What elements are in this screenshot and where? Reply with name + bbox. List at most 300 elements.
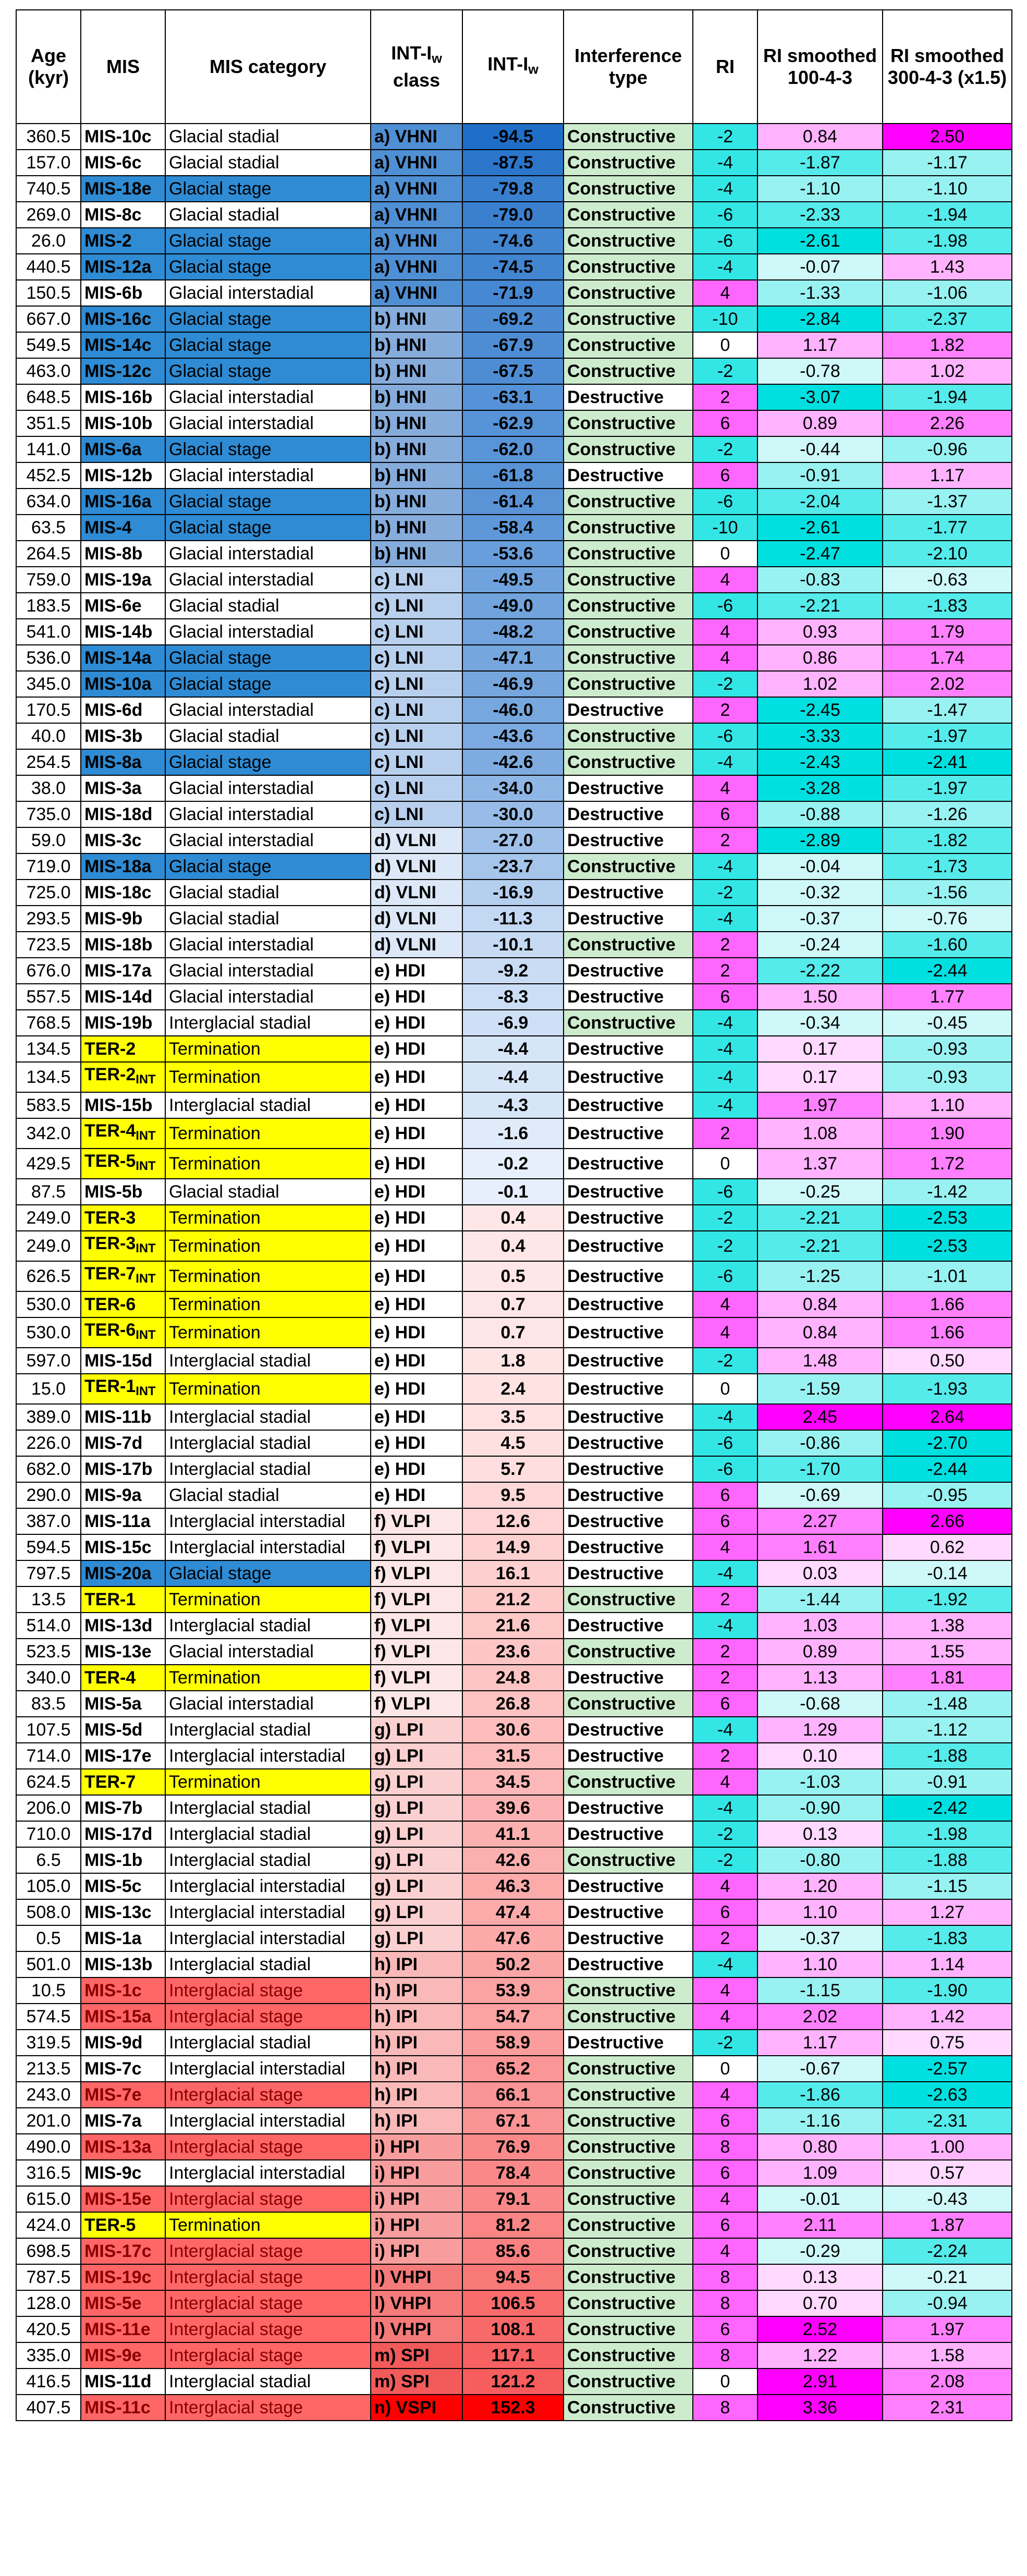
int-value-cell: -58.4 (462, 515, 564, 541)
mis-cell (81, 202, 165, 228)
mis-label: MIS-18b (84, 935, 153, 955)
mis-label: MIS-13d (84, 1615, 153, 1635)
interference-type-cell: Constructive (564, 489, 693, 515)
header-int-class-main: INT-I (391, 42, 432, 64)
int-class-cell: f) VLPI (371, 1665, 462, 1691)
ri-cell: 6 (693, 2316, 757, 2342)
mis-label: MIS-17e (84, 1745, 152, 1766)
mis-cell (81, 280, 165, 306)
category-cell: Glacial stadial (165, 124, 371, 150)
ri-cell: 4 (693, 1291, 757, 1317)
table-row (16, 176, 1012, 202)
ri-cell: -2 (693, 671, 757, 697)
ri-smoothed-100-cell: -0.88 (757, 801, 883, 827)
ri-smoothed-300-cell: -1.97 (883, 723, 1012, 749)
ri-smoothed-100-cell: -0.90 (757, 1795, 883, 1821)
int-class-cell: b) HNI (371, 410, 462, 436)
mis-label: MIS-19a (84, 570, 152, 590)
ri-cell: -2 (693, 1847, 757, 1873)
table-row (16, 1062, 1012, 1092)
interference-type-cell: Destructive (564, 1036, 693, 1062)
age-cell: 335.0 (16, 2342, 81, 2369)
age-cell: 676.0 (16, 958, 81, 984)
int-class-cell: b) HNI (371, 489, 462, 515)
int-value-cell: -10.1 (462, 932, 564, 958)
ri-smoothed-100-cell: -2.89 (757, 827, 883, 853)
mis-label: TER-7 (84, 1263, 136, 1284)
interference-type-cell: Destructive (564, 1118, 693, 1149)
interference-type-cell: Constructive (564, 202, 693, 228)
category-cell: Glacial stage (165, 436, 371, 462)
int-class-cell: h) IPI (371, 1951, 462, 1977)
ri-cell: -4 (693, 1560, 757, 1586)
interference-type-cell: Constructive (564, 2238, 693, 2264)
age-cell: 83.5 (16, 1691, 81, 1717)
mis-cell (81, 1374, 165, 1404)
ri-smoothed-100-cell: -0.91 (757, 462, 883, 489)
mis-label: MIS-9b (84, 909, 143, 929)
age-cell: 63.5 (16, 515, 81, 541)
table-row (16, 593, 1012, 619)
int-value-cell: 34.5 (462, 1769, 564, 1795)
category-cell: Interglacial stadial (165, 1717, 371, 1743)
ri-smoothed-100-cell: -2.04 (757, 489, 883, 515)
int-value-cell: 0.5 (462, 1261, 564, 1291)
mis-label: TER-2 (84, 1065, 136, 1084)
ri-smoothed-100-cell: -3.33 (757, 723, 883, 749)
mis-cell (81, 1261, 165, 1291)
int-value-cell: -27.0 (462, 827, 564, 853)
mis-label: MIS-12b (84, 466, 153, 485)
category-cell: Interglacial interstadial (165, 2160, 371, 2186)
int-class-cell: e) HDI (371, 1456, 462, 1482)
int-value-cell: 46.3 (462, 1873, 564, 1899)
mis-label: MIS-10a (84, 674, 152, 694)
category-cell: Glacial interstadial (165, 384, 371, 410)
ri-smoothed-100-cell: 0.89 (757, 1639, 883, 1665)
header-int (462, 10, 564, 124)
int-class-cell: d) VLNI (371, 932, 462, 958)
mis-cell (81, 1743, 165, 1769)
header-int-class-tail: class (393, 69, 441, 91)
category-cell: Glacial stage (165, 358, 371, 384)
ri-smoothed-100-cell: 0.17 (757, 1062, 883, 1092)
age-cell: 719.0 (16, 853, 81, 880)
ri-smoothed-300-cell: -2.53 (883, 1205, 1012, 1231)
ri-cell: 6 (693, 2160, 757, 2186)
ri-smoothed-300-cell: -0.14 (883, 1560, 1012, 1586)
table-row (16, 1951, 1012, 1977)
age-cell: 290.0 (16, 1482, 81, 1508)
interference-type-cell: Constructive (564, 2316, 693, 2342)
table-row (16, 1231, 1012, 1261)
ri-cell: 6 (693, 2212, 757, 2238)
int-value-cell: 121.2 (462, 2369, 564, 2395)
interference-type-cell: Destructive (564, 1404, 693, 1430)
mis-label: MIS-3b (84, 726, 143, 746)
age-cell: 316.5 (16, 2160, 81, 2186)
ri-smoothed-300-cell: -1.48 (883, 1691, 1012, 1717)
ri-smoothed-100-cell: 1.09 (757, 2160, 883, 2186)
table-row (16, 1821, 1012, 1847)
int-class-cell: a) VHNI (371, 124, 462, 150)
mis-cell (81, 645, 165, 671)
category-cell: Termination (165, 1118, 371, 1149)
int-class-cell: l) VHPI (371, 2264, 462, 2290)
mis-cell (81, 2342, 165, 2369)
interference-type-cell: Destructive (564, 1665, 693, 1691)
ri-smoothed-300-cell: -1.12 (883, 1717, 1012, 1743)
ri-smoothed-300-cell: 1.79 (883, 619, 1012, 645)
mis-subscript: INT (136, 1271, 156, 1286)
age-cell: 490.0 (16, 2134, 81, 2160)
ri-smoothed-100-cell: 2.27 (757, 1508, 883, 1534)
header-ri-smoothed-100: RI smoothed 100-4-3 (757, 10, 883, 124)
interference-type-cell: Destructive (564, 958, 693, 984)
table-row (16, 2134, 1012, 2160)
int-value-cell: 42.6 (462, 1847, 564, 1873)
interference-type-cell: Destructive (564, 384, 693, 410)
int-value-cell: 0.4 (462, 1231, 564, 1261)
ri-smoothed-100-cell: 2.45 (757, 1404, 883, 1430)
mis-cell (81, 697, 165, 723)
table-row (16, 619, 1012, 645)
ri-smoothed-300-cell: -1.82 (883, 827, 1012, 853)
ri-smoothed-300-cell: -0.63 (883, 567, 1012, 593)
ri-smoothed-300-cell: -0.91 (883, 1769, 1012, 1795)
ri-smoothed-100-cell: 1.17 (757, 332, 883, 358)
table-row (16, 697, 1012, 723)
ri-smoothed-100-cell: -1.59 (757, 1374, 883, 1404)
ri-smoothed-300-cell: 0.62 (883, 1534, 1012, 1560)
interference-type-cell: Constructive (564, 2290, 693, 2316)
ri-smoothed-300-cell: -2.44 (883, 1456, 1012, 1482)
int-value-cell: -42.6 (462, 749, 564, 775)
table-row (16, 2186, 1012, 2212)
int-value-cell: -4.4 (462, 1062, 564, 1092)
ri-smoothed-100-cell: 1.10 (757, 1951, 883, 1977)
int-value-cell: 5.7 (462, 1456, 564, 1482)
mis-label: MIS-11e (84, 2319, 151, 2339)
mis-label: MIS-16b (84, 387, 153, 407)
int-class-cell: e) HDI (371, 1261, 462, 1291)
ri-smoothed-300-cell: 1.82 (883, 332, 1012, 358)
int-value-cell: 117.1 (462, 2342, 564, 2369)
int-value-cell: 16.1 (462, 1560, 564, 1586)
table-row (16, 1456, 1012, 1482)
ri-smoothed-100-cell: 0.80 (757, 2134, 883, 2160)
int-class-cell: d) VLNI (371, 880, 462, 906)
int-class-cell: f) VLPI (371, 1534, 462, 1560)
int-class-cell: d) VLNI (371, 906, 462, 932)
interference-type-cell: Destructive (564, 984, 693, 1010)
age-cell: 107.5 (16, 1717, 81, 1743)
int-value-cell: -34.0 (462, 775, 564, 801)
interference-type-cell: Constructive (564, 2056, 693, 2082)
ri-smoothed-300-cell: 1.43 (883, 254, 1012, 280)
table-row (16, 410, 1012, 436)
int-value-cell: -69.2 (462, 306, 564, 332)
interference-type-cell: Constructive (564, 749, 693, 775)
ri-smoothed-100-cell: -3.07 (757, 384, 883, 410)
interference-type-cell: Constructive (564, 1769, 693, 1795)
ri-smoothed-300-cell: -1.01 (883, 1261, 1012, 1291)
age-cell: 667.0 (16, 306, 81, 332)
ri-cell: 2 (693, 1586, 757, 1613)
ri-smoothed-300-cell: -1.94 (883, 384, 1012, 410)
int-value-cell: 4.5 (462, 1430, 564, 1456)
header-int-main: INT-I (487, 53, 529, 75)
interference-type-cell: Constructive (564, 515, 693, 541)
table-row (16, 1430, 1012, 1456)
interference-type-cell: Constructive (564, 1691, 693, 1717)
ri-cell: 0 (693, 541, 757, 567)
int-class-cell: c) LNI (371, 567, 462, 593)
category-cell: Interglacial stage (165, 2264, 371, 2290)
ri-smoothed-100-cell: -1.03 (757, 1769, 883, 1795)
int-value-cell: 1.8 (462, 1348, 564, 1374)
int-value-cell: -63.1 (462, 384, 564, 410)
int-value-cell: -67.5 (462, 358, 564, 384)
int-value-cell: -16.9 (462, 880, 564, 906)
ri-smoothed-300-cell: 1.90 (883, 1118, 1012, 1149)
ri-cell: 6 (693, 1899, 757, 1925)
ri-smoothed-100-cell: 1.29 (757, 1717, 883, 1743)
int-value-cell: -0.1 (462, 1179, 564, 1205)
int-class-cell: b) HNI (371, 436, 462, 462)
interference-type-cell: Constructive (564, 853, 693, 880)
int-class-cell: e) HDI (371, 1231, 462, 1261)
interference-type-cell: Constructive (564, 619, 693, 645)
age-cell: 626.5 (16, 1261, 81, 1291)
int-class-cell: h) IPI (371, 2056, 462, 2082)
mis-label: MIS-11d (84, 2371, 152, 2391)
mis-label: MIS-9d (84, 2032, 143, 2053)
category-cell: Glacial interstadial (165, 1691, 371, 1717)
mis-label: TER-4 (84, 1120, 136, 1141)
ri-smoothed-100-cell: 1.02 (757, 671, 883, 697)
category-cell: Glacial interstadial (165, 697, 371, 723)
int-value-cell: -79.8 (462, 176, 564, 202)
mis-cell (81, 1951, 165, 1977)
ri-cell: -4 (693, 1036, 757, 1062)
age-cell: 293.5 (16, 906, 81, 932)
ri-smoothed-300-cell: -0.76 (883, 906, 1012, 932)
ri-smoothed-300-cell: -2.10 (883, 541, 1012, 567)
age-cell: 134.5 (16, 1036, 81, 1062)
interference-type-cell: Destructive (564, 1348, 693, 1374)
ri-cell: 6 (693, 462, 757, 489)
table-row (16, 2108, 1012, 2134)
ri-cell: 6 (693, 801, 757, 827)
mis-cell (81, 1534, 165, 1560)
interference-type-cell: Destructive (564, 906, 693, 932)
mis-label: TER-2 (84, 1039, 136, 1059)
int-class-cell: e) HDI (371, 1149, 462, 1179)
mis-cell (81, 2030, 165, 2056)
table-row (16, 1348, 1012, 1374)
mis-cell (81, 880, 165, 906)
age-cell: 648.5 (16, 384, 81, 410)
ri-cell: -4 (693, 1010, 757, 1036)
int-class-cell: e) HDI (371, 1010, 462, 1036)
ri-smoothed-300-cell: 1.87 (883, 2212, 1012, 2238)
mis-label: MIS-18c (84, 883, 152, 902)
ri-cell: -4 (693, 906, 757, 932)
interference-type-cell: Destructive (564, 1430, 693, 1456)
mis-cell (81, 2056, 165, 2082)
age-cell: 150.5 (16, 280, 81, 306)
age-cell: 536.0 (16, 645, 81, 671)
ri-smoothed-100-cell: 1.13 (757, 1665, 883, 1691)
mis-cell (81, 1291, 165, 1317)
mis-cell (81, 1665, 165, 1691)
table-row (16, 2290, 1012, 2316)
ri-smoothed-100-cell: -0.25 (757, 1179, 883, 1205)
age-cell: 170.5 (16, 697, 81, 723)
header-ri: RI (693, 10, 757, 124)
ri-cell: 4 (693, 1977, 757, 2004)
age-cell: 389.0 (16, 1404, 81, 1430)
int-class-cell: a) VHNI (371, 150, 462, 176)
int-class-cell: b) HNI (371, 384, 462, 410)
ri-smoothed-300-cell: -1.15 (883, 1873, 1012, 1899)
ri-smoothed-300-cell: 1.58 (883, 2342, 1012, 2369)
mis-label: TER-3 (84, 1207, 136, 1228)
ri-smoothed-100-cell: 0.84 (757, 124, 883, 150)
interference-type-cell: Constructive (564, 2212, 693, 2238)
mis-cell (81, 1092, 165, 1118)
mis-cell (81, 1149, 165, 1179)
interference-type-cell: Constructive (564, 2134, 693, 2160)
table-row (16, 358, 1012, 384)
category-cell: Glacial stadial (165, 723, 371, 749)
table-row (16, 1847, 1012, 1873)
ri-cell: 6 (693, 1482, 757, 1508)
int-class-cell: e) HDI (371, 1482, 462, 1508)
interference-type-cell: Constructive (564, 124, 693, 150)
ri-smoothed-100-cell: -2.61 (757, 228, 883, 254)
mis-subscript: INT (136, 1241, 156, 1255)
category-cell: Glacial interstadial (165, 280, 371, 306)
table-body (16, 124, 1012, 2421)
ri-cell: 0 (693, 2369, 757, 2395)
mis-cell (81, 1317, 165, 1348)
int-value-cell: 47.6 (462, 1925, 564, 1951)
interference-type-cell: Constructive (564, 332, 693, 358)
ri-smoothed-100-cell: 2.52 (757, 2316, 883, 2342)
age-cell: 134.5 (16, 1062, 81, 1092)
table-row (16, 1795, 1012, 1821)
table-row (16, 723, 1012, 749)
ri-cell: -10 (693, 515, 757, 541)
ri-smoothed-100-cell: -1.10 (757, 176, 883, 202)
table-row (16, 1205, 1012, 1231)
ri-cell: 2 (693, 932, 757, 958)
interference-type-cell: Constructive (564, 567, 693, 593)
table-row (16, 541, 1012, 567)
int-value-cell: 14.9 (462, 1534, 564, 1560)
ri-cell: 2 (693, 1743, 757, 1769)
category-cell: Termination (165, 1036, 371, 1062)
ri-smoothed-100-cell: 0.93 (757, 619, 883, 645)
mis-label: MIS-15c (84, 1537, 152, 1557)
interference-type-cell: Destructive (564, 1149, 693, 1179)
int-class-cell: f) VLPI (371, 1560, 462, 1586)
mis-label: MIS-14c (84, 335, 152, 355)
ri-smoothed-100-cell: 1.22 (757, 2342, 883, 2369)
int-class-cell: i) HPI (371, 2238, 462, 2264)
ri-cell: 6 (693, 1691, 757, 1717)
mis-label: MIS-2 (84, 231, 132, 251)
table-row (16, 1092, 1012, 1118)
ri-cell: -6 (693, 1261, 757, 1291)
age-cell: 557.5 (16, 984, 81, 1010)
interference-type-cell: Destructive (564, 1508, 693, 1534)
int-value-cell: -4.3 (462, 1092, 564, 1118)
category-cell: Interglacial interstadial (165, 1899, 371, 1925)
int-class-cell: c) LNI (371, 723, 462, 749)
category-cell: Termination (165, 2212, 371, 2238)
interference-type-cell: Constructive (564, 358, 693, 384)
table-row (16, 1586, 1012, 1613)
mis-label: MIS-1b (84, 1850, 143, 1870)
int-value-cell: -71.9 (462, 280, 564, 306)
int-class-cell: c) LNI (371, 775, 462, 801)
int-class-cell: c) LNI (371, 671, 462, 697)
table-row (16, 2160, 1012, 2186)
mis-cell (81, 1062, 165, 1092)
age-cell: 723.5 (16, 932, 81, 958)
ri-smoothed-300-cell: 1.27 (883, 1899, 1012, 1925)
header-int-class-sub: w (432, 51, 442, 66)
ri-smoothed-300-cell: 0.57 (883, 2160, 1012, 2186)
age-cell: 797.5 (16, 1560, 81, 1586)
table-row (16, 2212, 1012, 2238)
int-value-cell: -94.5 (462, 124, 564, 150)
mis-label: MIS-7d (84, 1433, 143, 1453)
ri-smoothed-100-cell: -0.78 (757, 358, 883, 384)
header-interference-type: Interference type (564, 10, 693, 124)
age-cell: 452.5 (16, 462, 81, 489)
ri-cell: -4 (693, 1795, 757, 1821)
category-cell: Interglacial interstadial (165, 1534, 371, 1560)
table-row (16, 2369, 1012, 2395)
table-row (16, 1179, 1012, 1205)
category-cell: Interglacial stadial (165, 1430, 371, 1456)
ri-smoothed-100-cell: -0.34 (757, 1010, 883, 1036)
ri-smoothed-100-cell: 1.48 (757, 1348, 883, 1374)
mis-label: MIS-1c (84, 1980, 142, 2000)
interference-type-cell: Constructive (564, 306, 693, 332)
mis-cell (81, 1508, 165, 1534)
int-value-cell: 41.1 (462, 1821, 564, 1847)
ri-smoothed-300-cell: 1.74 (883, 645, 1012, 671)
int-class-cell: b) HNI (371, 306, 462, 332)
interference-type-cell: Destructive (564, 880, 693, 906)
int-value-cell: -46.9 (462, 671, 564, 697)
int-value-cell: 66.1 (462, 2082, 564, 2108)
ri-cell: -2 (693, 2030, 757, 2056)
ri-smoothed-100-cell: 1.10 (757, 1899, 883, 1925)
interference-type-cell: Destructive (564, 1613, 693, 1639)
age-cell: 264.5 (16, 541, 81, 567)
ri-cell: -4 (693, 1951, 757, 1977)
ri-cell: 4 (693, 1873, 757, 1899)
age-cell: 183.5 (16, 593, 81, 619)
int-value-cell: -87.5 (462, 150, 564, 176)
int-value-cell: -74.6 (462, 228, 564, 254)
